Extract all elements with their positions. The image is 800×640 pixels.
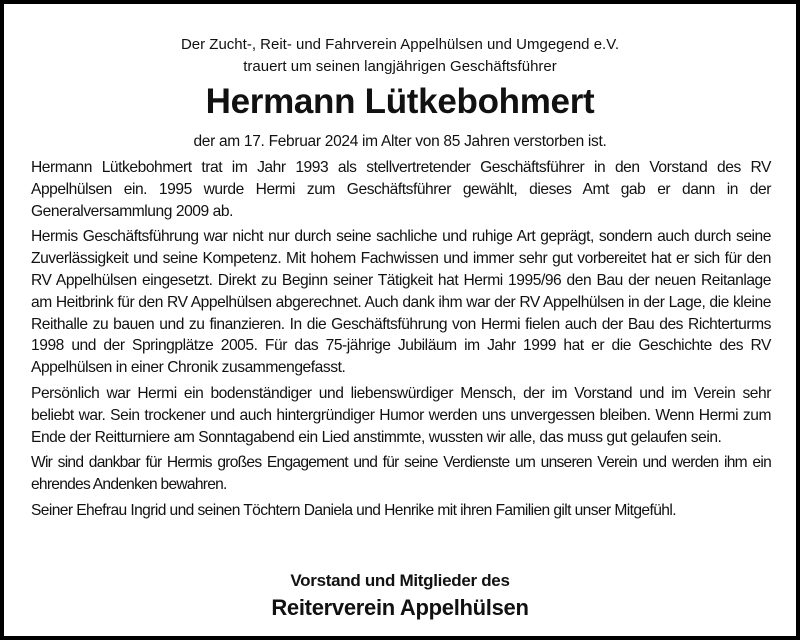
deceased-name: Hermann Lütkebohmert — [205, 82, 595, 121]
paragraph: Hermann Lütkebohmert trat im Jahr 1993 als stellvertretender Geschäftsführer in den Vorstand des RV Appelhülsen ein. 1995 wurde Hermi zum Geschäftsführer gewählt, dieses Amt gab er dann in der Generalversammlung 2009 ab. — [31, 159, 771, 220]
header-line-2: trauert um seinen langjährigen Geschäftsführer — [243, 58, 557, 75]
notice-header — [0, 34, 800, 78]
signature-line-2: Reiterverein Appelhülsen — [271, 595, 529, 620]
death-date-line: der am 17. Februar 2024 im Alter von 85 Jahren verstorben ist. — [193, 133, 607, 150]
header-line-1: Der Zucht-, Reit- und Fahrverein Appelhülsen und Umgegend e.V. — [180, 36, 620, 53]
paragraph: Seiner Ehefrau Ingrid und seinen Töchtern Daniela und Henrike mit ihren Familien gilt unser Mitgefühl. — [31, 501, 676, 519]
signature-line-1: Vorstand und Mitglieder des — [290, 571, 510, 590]
paragraph: Hermis Geschäftsführung war nicht nur durch seine sachliche und ruhige Art geprägt, sondern auch durch seine Zuverlässigkeit und seine Kompetenz. Mit hohem Fachwissen und immer sehr gut vorbereitet hat er sich für den RV Appelhülsen eingesetzt. Direkt zu Beginn seiner Tätigkeit hat Hermi 1995/96 den Bau der neuen Reitanlage am Heitbrink für den RV Appelhülsen abgerechnet. Auch dank ihm war der RV Appelhülsen in der Lage, die kleine Reithalle zu bauen und zu finanzieren. In die Geschäftsführung von Hermi fielen auch der Bau des Richterturms 1998 und der Springplätze 2005. Für das 75-jährige Jubiläum im Jahr 1999 hat er die Geschichte des RV Appelhülsen in einer Chronik zusammengefasst. — [31, 228, 771, 377]
paragraph: Persönlich war Hermi ein bodenständiger und liebenswürdiger Mensch, der im Vorstand und im Verein sehr beliebt war. Sein trockener und auch hintergründiger Humor werden uns unvergessen bleiben. Wenn Hermi zum Ende der Reitturniere am Sonntagabend ein Lied anstimmte, wussten wir alle, das muss gut gelaufen sein. — [31, 384, 771, 446]
paragraph: Wir sind dankbar für Hermis großes Engagement und für seine Verdienste um unseren Verein und werden ihm ein ehrendes Andenken bewahren. — [31, 454, 771, 494]
notice-body — [31, 157, 771, 526]
